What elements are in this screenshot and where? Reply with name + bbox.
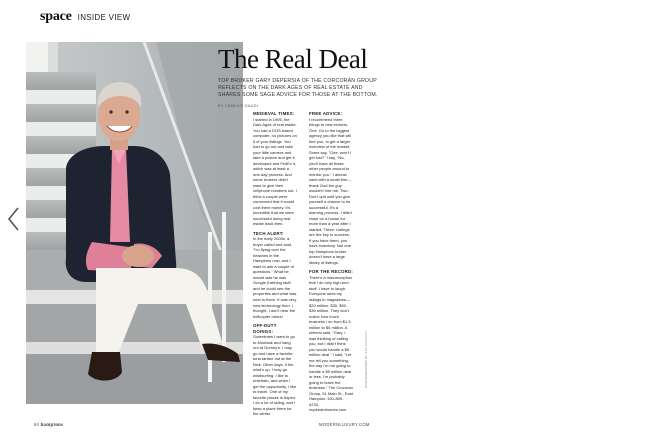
portrait-illustration: [26, 42, 243, 404]
section-body: In the early 2000s, a buyer called and said, "I'm flying over the beaches in the Hamptons now, and I want to ask a couple of questions." What he meant was he was Google Earthing stuff, and he could see the properties and what was next to them. It was very new technology then. I thought, I don't hear the helicopter rotors!: [253, 236, 297, 319]
section-heading: OFF-DUTY DOINGS:: [253, 323, 277, 334]
section-heading: TECH ALERT:: [253, 230, 284, 236]
article-section: [253, 111, 297, 227]
section-heading: MEDIEVAL TIMES:: [253, 111, 295, 116]
folio: [34, 422, 63, 428]
section-subtitle: INSIDE VIEW: [77, 13, 131, 22]
article-section: [309, 111, 353, 265]
photo-credit: PHOTOGRAPHED BY XXX XXXXXXX: [364, 330, 368, 388]
article-section: [253, 231, 297, 319]
article-byline: BY CAMILLE GAUDI: [218, 104, 259, 108]
website: MODERNLUXURY.COM: [319, 422, 370, 427]
magazine-name: hamptons: [40, 423, 64, 428]
section-body: Sometimes I want to go to Montauk and hang out at Gurney's. I may go and have a favorite tuna tartare out at the Nick. Other days, if the wind's up, I may go windsurfing. I like to entertain, and when I get the opportunity, I like to travel. One of my favorite places is Aspen. I do a lot of skiing, and I keep a place there for the winter.: [253, 334, 297, 417]
article-section: [253, 323, 297, 417]
section-heading: FOR THE RECORD:: [309, 269, 353, 275]
section-body: I started in 1995, the Dark Ages of real estate. You had a DOS-based computer, no pictures on it of your listings. You had to go out and take your little camera and take a picture and get it developed and FedEx it, which was at least a one-day process. And some brokers didn't want to give their cellphone numbers out. I think a couple were concerned that it would cost them money. It's incredible that we were successful doing real estate back then.: [253, 116, 297, 227]
text-column-2: [309, 111, 353, 417]
page-number: 64: [34, 422, 40, 427]
text-column-1: [253, 111, 297, 421]
previous-page-arrow-icon[interactable]: [6, 206, 22, 232]
article-deck: TOP BROKER GARY DEPERSIA OF THE CORCORAN GROUP REFLECTS ON THE DARK AGES OF REAL ESTATE AND SHARES SOME SAGE ADVICE FOR THOSE AT THE BOTTOM.: [218, 78, 378, 98]
portrait-photo: [26, 42, 243, 404]
section-body: There's a misconception that I do only high-end stuff. I have to laugh. Everyone sees my listings in magazines—$20 million, $30, $50, $35 million. They don't notice how much business I do from $1.5 million to $5 million. A referral said, "Gary, I was thinking of calling you, but I didn't think you would handle a $5 million deal." I said, "Let me tell you something, the day I'm not going to handle a $5 million deal or less, I'm probably going to leave the business." The Corcoran Group, 51 Main St., East Hampton, 631-899-0233, mydreamhomes.com: [309, 274, 353, 413]
section-body: I recommend three things to new brokers. One: Go to the biggest agency you like that will hire you, to get a larger overview of the market. Some say, "Gee, won't I get lost?" I say, "No, you'll have all these other people around to mentor you." I almost went with a small firm—thank God the guy wouldn't hire me. Two: Don't quit until you give yourself a chance to be successful. It's a learning process. I didn't close on a house for more than a year after I started. Three: Listings are the key to success. If you have them, you have inventory. Not one top Hamptons broker doesn't have a large library of listings.: [309, 116, 353, 265]
section-header: [40, 9, 130, 29]
article-section: [309, 269, 353, 412]
section-name: space: [40, 9, 72, 24]
page-footer: [34, 422, 374, 430]
article-title: The Real Deal: [218, 44, 368, 74]
section-heading: FREE ADVICE:: [309, 111, 343, 116]
